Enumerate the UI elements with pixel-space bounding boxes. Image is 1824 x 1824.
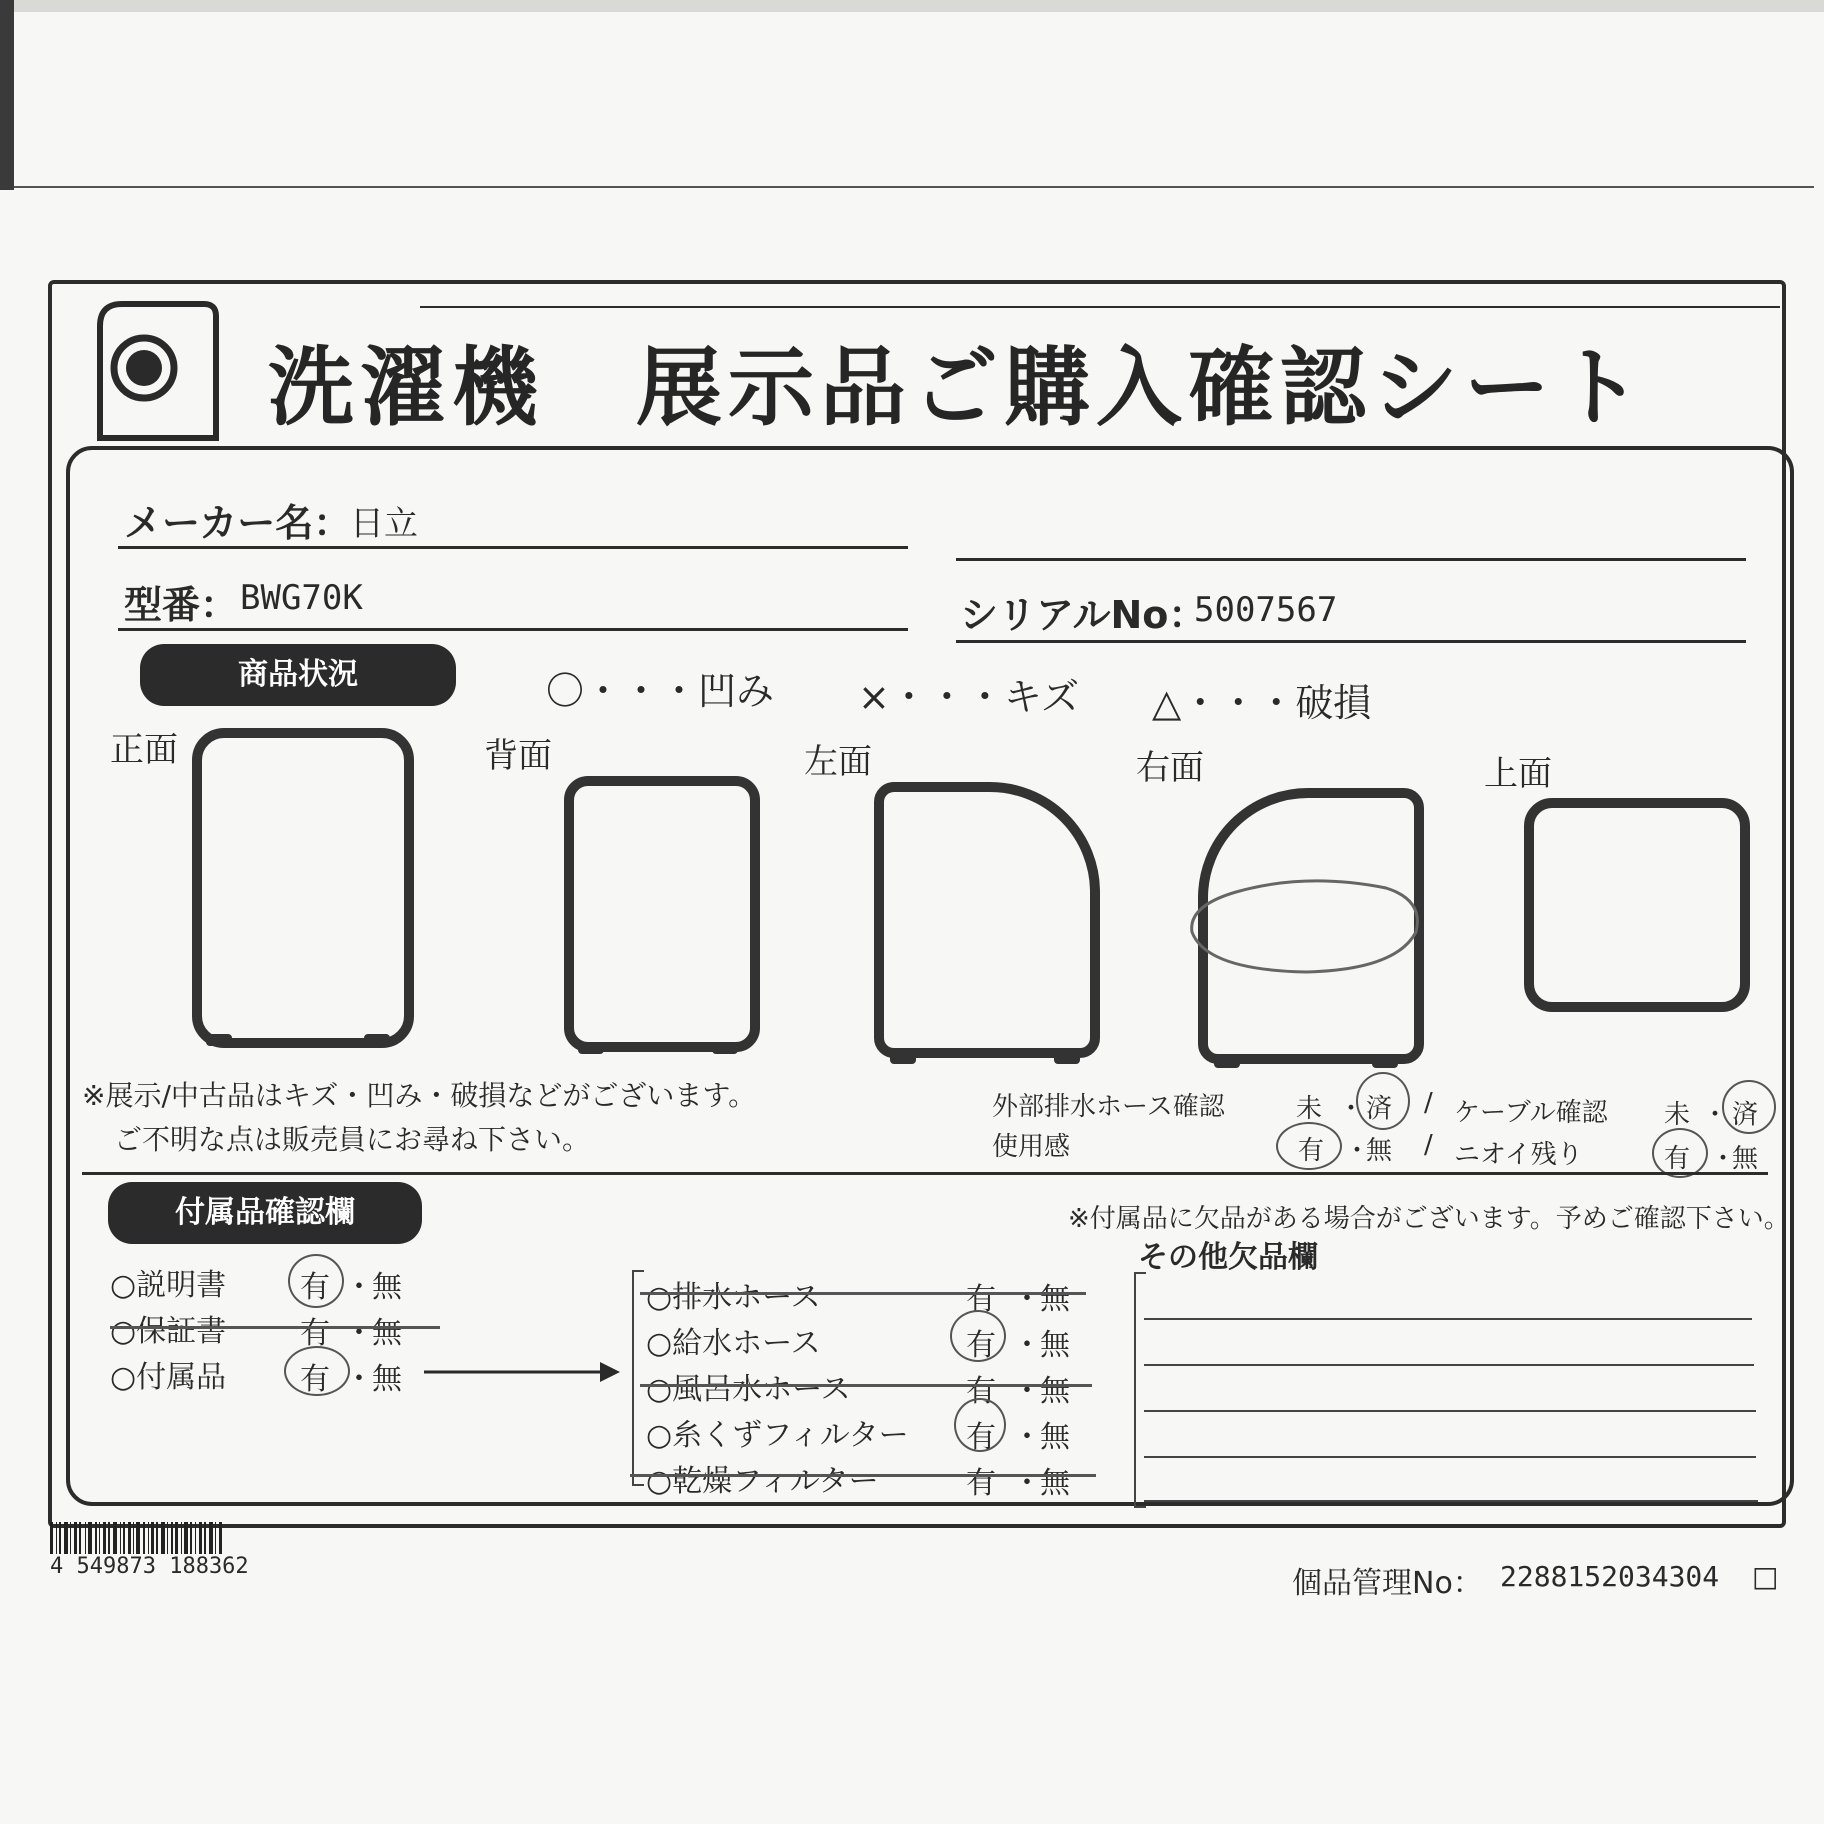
acc-warranty-yes: 有 <box>300 1316 330 1351</box>
title-sheet-name: 展示品ご購入確認シート <box>636 338 1648 438</box>
acc-manual-yes-circle <box>288 1254 344 1308</box>
section-divider <box>82 1172 1768 1175</box>
model-value: BWG70K <box>240 578 363 618</box>
other-missing-bracket <box>1134 1272 1146 1508</box>
cable-option-done: 済 <box>1732 1100 1759 1130</box>
acc-warranty-strike <box>110 1326 440 1329</box>
acc-drain-hose-sep: ・ <box>1012 1282 1042 1317</box>
maker-label: メーカー名： <box>124 501 352 545</box>
acc-accessory-yes-circle <box>284 1346 350 1396</box>
usage-yes-circle <box>1276 1122 1342 1170</box>
acc-bath-hose-sep: ・ <box>1012 1374 1042 1409</box>
acc-warranty-no: 無 <box>372 1316 402 1351</box>
hose-done-circle <box>1356 1072 1410 1130</box>
hose-cable-slash: / <box>1424 1088 1433 1118</box>
other-missing-line-4 <box>1144 1456 1756 1458</box>
cable-option-unchecked: 未 <box>1664 1100 1691 1130</box>
usage-option-yes: 有 <box>1298 1136 1325 1166</box>
odor-yes-circle <box>1652 1128 1708 1178</box>
title-product: 洗濯機 <box>268 338 544 438</box>
usage-odor-slash: / <box>1424 1130 1433 1160</box>
acc-manual-label: ○説明書 <box>110 1268 227 1303</box>
other-missing-line-5 <box>1144 1500 1758 1502</box>
legend-dent: 〇・・・凹み <box>546 669 775 713</box>
acc-bath-hose-no: 無 <box>1040 1374 1070 1409</box>
maker-value: 日立 <box>350 504 418 544</box>
acc-manual-no: 無 <box>372 1270 402 1305</box>
accessories-notice: ※付属品に欠品がある場合がございます。予めご確認下さい。 <box>1068 1204 1790 1234</box>
left-foot-left <box>890 1052 916 1064</box>
acc-dryer-filter-yes: 有 <box>966 1466 996 1501</box>
other-missing-label: その他欠品欄 <box>1138 1240 1318 1275</box>
acc-lint-filter-no: 無 <box>1040 1420 1070 1455</box>
serial-label: シリアルNo： <box>960 593 1207 637</box>
usage-label: 使用感 <box>992 1132 1071 1162</box>
top-view-diagram <box>1524 798 1750 1012</box>
model-label: 型番： <box>124 583 239 627</box>
legend-damage: △・・・破損 <box>1152 681 1372 725</box>
control-checkbox[interactable]: □ <box>1752 1560 1779 1593</box>
hose-sep: ・ <box>1338 1094 1365 1124</box>
paper-fold-line <box>14 186 1814 188</box>
view-label-back: 背面 <box>484 736 552 776</box>
other-missing-line-1 <box>1144 1318 1752 1320</box>
right-foot-right <box>1372 1056 1398 1068</box>
acc-lint-filter-yes: 有 <box>966 1420 996 1455</box>
cable-check-label: ケーブル確認 <box>1454 1098 1608 1128</box>
acc-dryer-filter-strike <box>630 1474 1096 1477</box>
acc-accessory-label: ○付属品 <box>110 1360 227 1395</box>
front-foot-right <box>364 1034 390 1046</box>
acc-accessory-no: 無 <box>372 1362 402 1397</box>
hose-check-label: 外部排水ホース確認 <box>992 1092 1225 1122</box>
acc-drain-hose-no: 無 <box>1040 1282 1070 1317</box>
maker-underline <box>118 546 908 549</box>
back-foot-right <box>712 1042 738 1054</box>
other-missing-line-2 <box>1144 1364 1754 1366</box>
condition-note-line1: ※展示/中古品はキズ・凹み・破損などがございます。 <box>82 1079 757 1112</box>
acc-lint-filter-label: ○糸くずフィルター <box>646 1418 909 1453</box>
acc-warranty-sep: ・ <box>344 1316 374 1351</box>
view-label-right: 右面 <box>1136 748 1204 788</box>
model-underline <box>118 628 908 631</box>
serial-underline <box>956 640 1746 643</box>
odor-sep: ・ <box>1710 1144 1737 1174</box>
front-view-diagram <box>192 728 414 1048</box>
acc-bath-hose-yes: 有 <box>966 1374 996 1409</box>
blank-underline <box>956 558 1746 561</box>
acc-dryer-filter-label: ○乾燥フィルター <box>646 1464 879 1499</box>
other-missing-line-3 <box>1144 1410 1756 1412</box>
acc-lint-filter-yes-circle <box>954 1398 1006 1452</box>
control-number-label: 個品管理No： <box>1292 1566 1483 1601</box>
serial-value: 5007567 <box>1194 590 1338 630</box>
control-number-value: 2288152034304 <box>1500 1560 1720 1593</box>
acc-drain-hose-label: ○排水ホース <box>646 1280 821 1315</box>
usage-option-no: 無 <box>1366 1136 1393 1166</box>
acc-dryer-filter-no: 無 <box>1040 1466 1070 1501</box>
acc-supply-hose-yes: 有 <box>966 1328 996 1363</box>
view-label-front: 正面 <box>110 730 178 770</box>
acc-supply-hose-no: 無 <box>1040 1328 1070 1363</box>
accessories-section-label: 付属品確認欄 <box>108 1182 422 1244</box>
left-view-diagram <box>874 782 1100 1058</box>
odor-option-yes: 有 <box>1664 1144 1691 1174</box>
washer-icon <box>92 296 222 450</box>
acc-bath-hose-label: ○風呂水ホース <box>646 1372 851 1407</box>
usage-sep: ・ <box>1344 1136 1371 1166</box>
right-foot-left <box>1214 1056 1240 1068</box>
arrow-right-icon <box>424 1360 620 1388</box>
acc-dryer-filter-sep: ・ <box>1012 1466 1042 1501</box>
acc-supply-hose-sep: ・ <box>1012 1328 1042 1363</box>
legend-scratch: ×・・・キズ <box>858 675 1080 719</box>
acc-supply-hose-label: ○給水ホース <box>646 1326 821 1361</box>
acc-bath-hose-strike <box>640 1384 1092 1387</box>
hose-option-unchecked: 未 <box>1296 1094 1323 1124</box>
back-view-diagram <box>564 776 760 1052</box>
left-foot-right <box>1054 1052 1080 1064</box>
odor-option-no: 無 <box>1732 1144 1759 1174</box>
view-label-left: 左面 <box>804 742 872 782</box>
acc-right-bracket <box>632 1270 644 1486</box>
acc-warranty-label: ○保証書 <box>110 1314 227 1349</box>
scan-edge-top <box>0 0 1824 12</box>
cable-done-circle <box>1722 1080 1776 1134</box>
front-foot-left <box>206 1034 232 1046</box>
acc-manual-sep: ・ <box>344 1270 374 1305</box>
barcode-digits: 4 549873 188362 <box>50 1554 249 1579</box>
title-rule <box>420 306 1780 308</box>
scan-edge-left <box>0 0 14 190</box>
view-label-top: 上面 <box>1484 754 1552 794</box>
acc-drain-hose-yes: 有 <box>966 1282 996 1317</box>
cable-sep: ・ <box>1702 1100 1729 1130</box>
acc-manual-yes: 有 <box>300 1270 330 1305</box>
acc-supply-hose-yes-circle <box>950 1310 1006 1362</box>
hose-option-done: 済 <box>1366 1094 1393 1124</box>
right-view-damage-mark <box>1186 870 1426 984</box>
condition-note-line2: ご不明な点は販売員にお尋ね下さい。 <box>114 1123 591 1156</box>
back-foot-left <box>578 1042 604 1054</box>
acc-lint-filter-sep: ・ <box>1012 1420 1042 1455</box>
odor-label: ニオイ残り <box>1454 1140 1583 1170</box>
acc-drain-hose-strike <box>640 1292 1086 1295</box>
acc-accessory-yes: 有 <box>300 1362 330 1397</box>
condition-section-label: 商品状況 <box>140 644 456 706</box>
acc-accessory-sep: ・ <box>344 1362 374 1397</box>
